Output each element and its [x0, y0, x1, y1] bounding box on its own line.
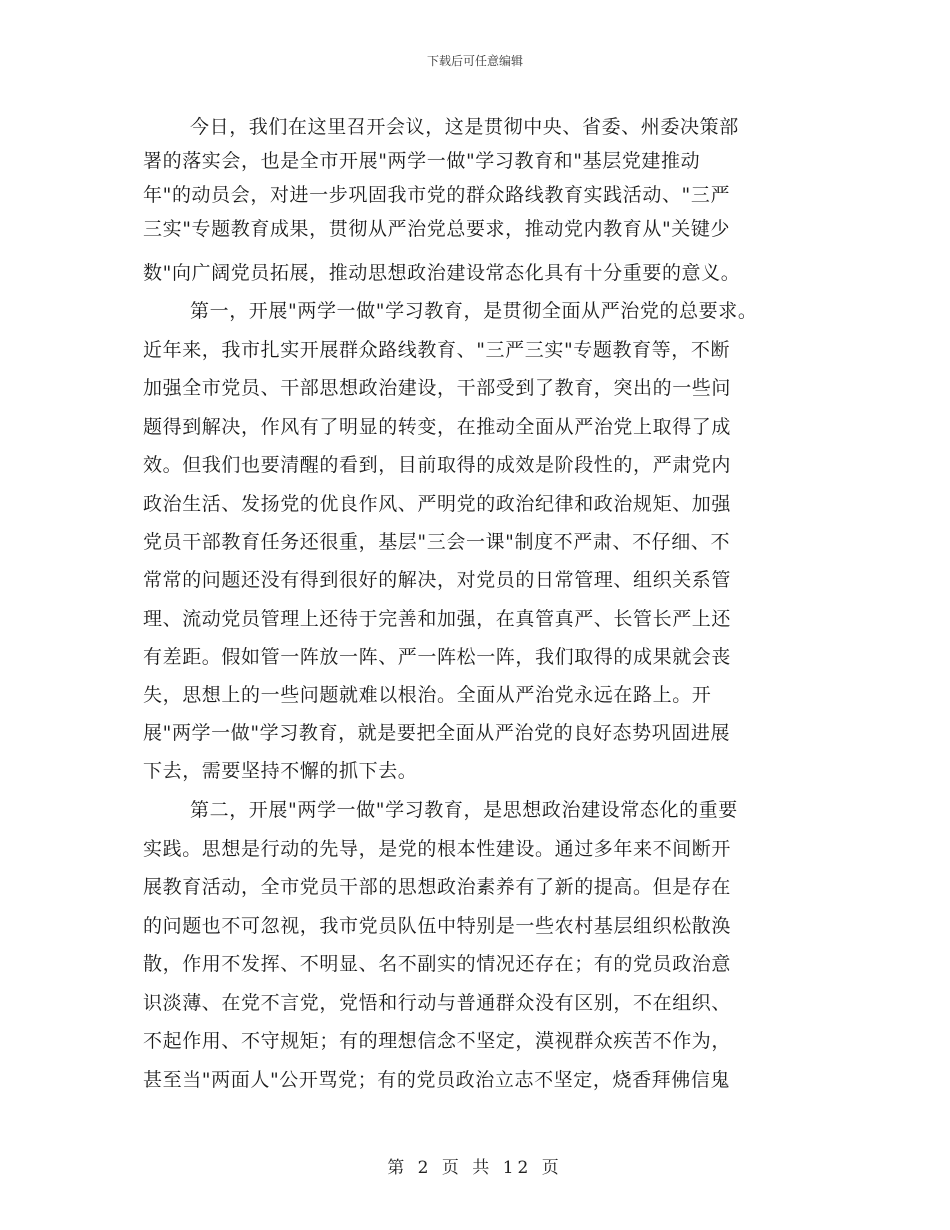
text-line: 识淡薄、在党不言党，党悟和行动与普通群众没有区别，不在组织、	[143, 992, 732, 1014]
text-line: 的问题也不可忽视，我市党员队伍中特别是一些农村基层组织松散涣	[143, 915, 732, 937]
text-line: 常常的问题还没有得到很好的解决，对党员的日常管理、组织关系管	[143, 569, 732, 591]
text-line: 加强全市党员、干部思想政治建设，干部受到了教育，突出的一些问	[143, 377, 732, 399]
text-line: 题得到解决，作风有了明显的转变，在推动全面从严治党上取得了成	[143, 416, 732, 438]
text-line: 政治生活、发扬党的优良作风、严明党的政治纪律和政治规矩、加强	[143, 493, 732, 515]
text-line: 实践。思想是行动的先导，是党的根本性建设。通过多年来不间断开	[143, 838, 732, 860]
text-line: 展"两学一做"学习教育，就是要把全面从严治党的良好态势巩固进展	[143, 722, 731, 744]
text-line: 有差距。假如管一阵放一阵、严一阵松一阵，我们取得的成果就会丧	[143, 646, 732, 668]
text-line: 散，作用不发挥、不明显、名不副实的情况还存在；有的党员政治意	[143, 953, 732, 975]
text-line: 下去，需要坚持不懈的抓下去。	[143, 760, 418, 782]
text-line: 近年来，我市扎实开展群众路线教育、"三严三实"专题教育等，不断	[143, 339, 731, 361]
text-line: 甚至当"两面人"公开骂党；有的党员政治立志不坚定，烧香拜佛信鬼	[143, 1069, 731, 1091]
header-note: 下载后可任意编辑	[426, 54, 523, 68]
text-line: 展教育活动，全市党员干部的思想政治素养有了新的提高。但是存在	[143, 876, 732, 898]
text-line: 署的落实会，也是全市开展"两学一做"学习教育和"基层党建推动	[143, 150, 701, 172]
text-line: 效。但我们也要清醒的看到，目前取得的成效是阶段性的，严肃党内	[143, 454, 732, 476]
text-line: 今日，我们在这里召开会议，这是贯彻中央、省委、州委决策部	[190, 116, 739, 138]
text-line: 理、流动党员管理上还待于完善和加强，在真管真严、长管长严上还	[143, 608, 732, 630]
text-line: 不起作用、不守规矩；有的理想信念不坚定，漠视群众疾苦不作为，	[143, 1030, 732, 1052]
text-line: 三实"专题教育成果，贯彻从严治党总要求，推动党内教育从"关键少	[143, 218, 731, 240]
page-footer: 第 2 页 共 12 页	[387, 1158, 563, 1178]
text-line: 第一，开展"两学一做"学习教育，是贯彻全面从严治党的总要求。	[190, 300, 758, 322]
text-line: 数"向广阔党员拓展，推动思想政治建设常态化具有十分重要的意义。	[143, 262, 741, 284]
text-line: 第二，开展"两学一做"学习教育，是思想政治建设常态化的重要	[190, 799, 738, 821]
text-line: 年"的动员会，对进一步巩固我市党的群众路线教育实践活动、"三严	[143, 184, 731, 206]
text-line: 党员干部教育任务还很重，基层"三会一课"制度不严肃、不仔细、不	[143, 531, 731, 553]
text-line: 失，思想上的一些问题就难以根治。全面从严治党永远在路上。开	[143, 684, 712, 706]
